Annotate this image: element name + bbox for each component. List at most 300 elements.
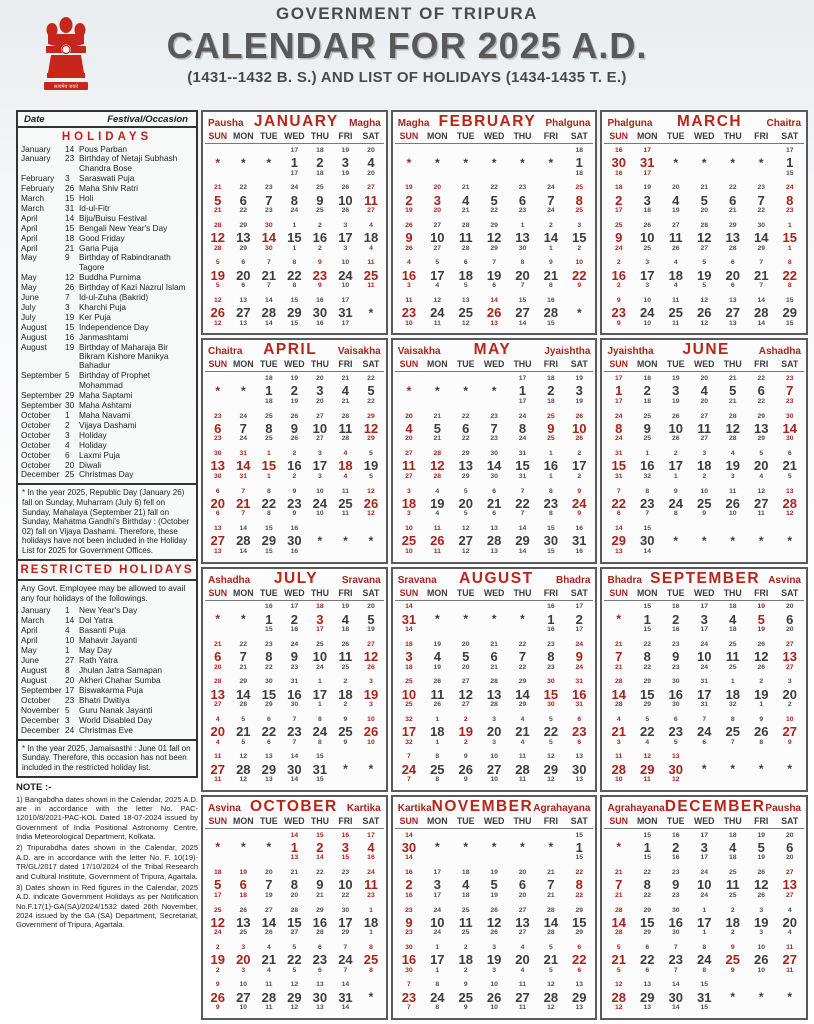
gregorian-date: 22	[572, 267, 587, 283]
gregorian-date: 19	[754, 686, 769, 702]
gregorian-date: 9	[547, 420, 555, 436]
tripurabdha-date: 17	[575, 626, 584, 634]
date-cell	[480, 750, 508, 787]
bangabdha-date: 12	[547, 753, 555, 761]
date-cell	[358, 904, 384, 941]
bengali-month-right: Vaisakha	[337, 346, 381, 358]
bangabdha-date: 20	[671, 184, 680, 192]
weekday-label-sun: SUN	[609, 815, 628, 826]
tripurabdha-date: 30	[547, 701, 555, 709]
date-cell	[633, 829, 662, 866]
date-cell	[690, 181, 719, 218]
week-row	[205, 941, 384, 978]
tripurabdha-date: 7	[241, 510, 246, 518]
gregorian-date: 9	[672, 649, 680, 665]
date-cell	[480, 181, 508, 218]
date-cell	[604, 979, 633, 1016]
bangabdha-date: 30	[785, 412, 794, 420]
date-cell	[775, 447, 804, 484]
gregorian-date: 29	[287, 305, 302, 321]
date-cell	[508, 675, 536, 712]
bangabdha-date: 24	[518, 412, 527, 420]
holiday-name: Id-ul-Fitr	[79, 202, 110, 213]
date-cell	[565, 904, 593, 941]
holiday-row	[21, 174, 193, 183]
tripurabdha-date: 20	[785, 626, 794, 634]
bangabdha-date: 9	[318, 259, 322, 267]
bangabdha-date: 19	[433, 640, 442, 648]
date-cell	[452, 750, 480, 787]
week-row	[604, 601, 804, 638]
holiday-row	[21, 224, 193, 233]
empty-cell	[423, 372, 451, 409]
date-cell	[333, 447, 359, 484]
gregorian-date: 20	[236, 952, 251, 968]
gregorian-date: 1	[265, 383, 273, 399]
tripurabdha-date: 15	[575, 854, 584, 862]
week-row	[395, 941, 594, 978]
bangabdha-date: 17	[433, 869, 442, 877]
gregorian-date: 18	[458, 952, 473, 968]
gregorian-date: 6	[239, 192, 247, 208]
asterisk-mark: *	[673, 533, 679, 548]
tripurabdha-date: 23	[213, 435, 222, 443]
date-cell	[775, 866, 804, 903]
bangabdha-date: 1	[266, 450, 271, 458]
date-cell	[661, 485, 690, 522]
gregorian-date: 27	[515, 989, 530, 1005]
tripurabdha-date: 12	[367, 510, 375, 518]
asterisk-mark: *	[616, 840, 622, 855]
holiday-month: September	[21, 370, 62, 381]
date-cell	[633, 979, 662, 1016]
gregorian-date: 4	[367, 155, 375, 171]
holiday-day: 15	[65, 192, 75, 203]
bangabdha-date: 27	[671, 221, 680, 229]
bangabdha-date: 15	[316, 753, 324, 761]
holiday-month: October	[21, 695, 51, 706]
date-cell	[508, 979, 536, 1016]
tripurabdha-date: 8	[673, 510, 678, 518]
week-row	[395, 294, 594, 331]
gregorian-date: 23	[312, 952, 328, 968]
tripurabdha-date: 16	[405, 891, 413, 899]
bangabdha-date: 13	[213, 524, 222, 532]
month-name: AUGUST	[459, 569, 534, 587]
gregorian-date: 23	[611, 305, 626, 321]
date-cell	[358, 866, 384, 903]
bangabdha-date: 27	[433, 221, 442, 229]
gregorian-date: 7	[757, 192, 765, 208]
asterisk-mark: *	[240, 840, 246, 855]
tripurabdha-date: 19	[433, 663, 442, 671]
bangabdha-date: 13	[671, 753, 680, 761]
tripurabdha-date: 23	[405, 929, 413, 937]
bangabdha-date: 23	[490, 412, 498, 420]
gregorian-date: 14	[486, 458, 502, 474]
tripurabdha-date: 13	[290, 854, 299, 862]
bangabdha-date: 14	[757, 296, 766, 304]
date-cell	[747, 447, 776, 484]
gregorian-date: 28	[515, 761, 530, 777]
bangabdha-date: 12	[433, 296, 442, 304]
bangabdha-date: 15	[316, 831, 324, 839]
gregorian-date: 25	[401, 533, 417, 549]
tripurabdha-date: 22	[575, 891, 584, 899]
week-row	[395, 256, 594, 293]
bangabdha-date: 7	[520, 487, 525, 495]
tripurabdha-date: 6	[492, 510, 496, 518]
tripurabdha-date: 19	[265, 891, 273, 899]
tripurabdha-date: 5	[369, 472, 373, 480]
week-row	[604, 941, 804, 978]
empty-cell	[775, 750, 804, 787]
date-cell	[565, 372, 593, 409]
tripurabdha-date: 11	[265, 1004, 273, 1012]
gregorian-date: 22	[515, 495, 530, 511]
gregorian-date: 12	[363, 420, 379, 436]
weekday-label-tue: TUE	[260, 815, 278, 826]
gregorian-date: 2	[290, 611, 298, 627]
tripurabdha-date: 5	[215, 282, 220, 290]
holiday-day: 6	[65, 449, 70, 460]
gregorian-date: 15	[261, 458, 277, 474]
date-cell	[604, 941, 633, 978]
gregorian-date: 22	[543, 724, 559, 740]
tripurabdha-date: 17	[433, 891, 442, 899]
asterisk-mark: *	[434, 155, 440, 170]
bengali-month-left: Ashadha	[208, 574, 251, 586]
date-cell	[205, 219, 231, 256]
bangabdha-date: 4	[616, 715, 621, 723]
holiday-name: Rath Yatra	[79, 655, 118, 666]
holiday-day: 8	[65, 665, 70, 676]
gregorian-date: 6	[786, 611, 794, 627]
month-panel-january	[201, 110, 388, 335]
date-cell	[508, 713, 536, 750]
date-cell	[661, 904, 690, 941]
tripurabdha-date: 9	[463, 1004, 468, 1012]
month-panel-april	[201, 338, 388, 563]
asterisk-mark: *	[240, 155, 246, 170]
bangabdha-date: 18	[575, 146, 584, 154]
gregorian-date: 29	[515, 533, 530, 549]
holiday-row	[21, 441, 193, 450]
tripurabdha-date: 22	[757, 207, 766, 215]
week-row	[395, 750, 594, 787]
asterisk-mark: *	[463, 155, 469, 170]
tripurabdha-date: 19	[757, 626, 766, 634]
gregorian-date: 25	[458, 989, 473, 1005]
tripurabdha-date: 16	[547, 626, 555, 634]
holiday-row	[21, 333, 193, 342]
bangabdha-date: 22	[643, 869, 651, 877]
weekday-label-wed: WED	[693, 587, 715, 598]
tripurabdha-date: 3	[492, 966, 496, 974]
tripurabdha-date: 18	[341, 626, 350, 634]
date-cell	[231, 181, 257, 218]
date-cell	[480, 522, 508, 559]
gregorian-date: 17	[430, 952, 445, 968]
tripurabdha-date: 5	[673, 738, 678, 746]
bangabdha-date: 10	[341, 259, 350, 267]
gregorian-date: 19	[210, 267, 225, 283]
weekday-label-sat: SAT	[570, 131, 588, 141]
tripurabdha-date: 25	[728, 663, 737, 671]
holiday-name: Laxmi Puja	[79, 449, 121, 460]
tripurabdha-date: 27	[367, 207, 375, 215]
weekday-label-tue: TUE	[666, 815, 685, 826]
date-cell	[358, 829, 384, 866]
tripurabdha-date: 6	[318, 966, 322, 974]
bengali-month-left: Vaisakha	[397, 346, 441, 358]
gregorian-date: 8	[290, 192, 298, 208]
gregorian-date: 17	[312, 458, 328, 474]
bangabdha-date: 1	[730, 678, 735, 686]
gregorian-date: 31	[696, 989, 712, 1005]
bangabdha-date: 8	[645, 487, 650, 495]
bangabdha-date: 20	[785, 831, 794, 839]
date-cell	[205, 675, 231, 712]
tripurabdha-date: 2	[343, 701, 348, 709]
tripurabdha-date: 5	[787, 472, 792, 480]
gregorian-date: 10	[696, 877, 712, 893]
tripurabdha-date: 4	[266, 966, 271, 974]
date-cell	[256, 181, 282, 218]
tripurabdha-date: 21	[341, 397, 350, 405]
tripurabdha-date: 20	[700, 397, 708, 405]
date-cell	[358, 713, 384, 750]
gregorian-date: 10	[639, 230, 655, 246]
tripurabdha-date: 4	[787, 929, 792, 937]
tripurabdha-date: 21	[433, 435, 442, 443]
date-cell	[231, 447, 257, 484]
month-panel-february	[391, 110, 598, 335]
gregorian-date: 21	[782, 458, 797, 474]
date-cell	[565, 601, 593, 638]
gregorian-date: 6	[462, 420, 470, 436]
gregorian-date: 28	[543, 305, 559, 321]
bengali-month-right: Jyaishtha	[544, 346, 591, 358]
gregorian-date: 6	[786, 839, 794, 855]
bangabdha-date: 11	[518, 753, 527, 761]
gregorian-date: 30	[611, 155, 626, 171]
weekday-label-fri: FRI	[338, 587, 353, 598]
holiday-month: August	[21, 341, 47, 352]
tripurabdha-date: 30	[671, 701, 680, 709]
gregorian-date: 15	[515, 458, 530, 474]
bangabdha-date: 9	[292, 487, 297, 495]
weekday-label-sat: SAT	[781, 359, 799, 370]
gregorian-date: 3	[341, 155, 350, 171]
emblem-of-india-icon	[40, 16, 92, 96]
bangabdha-date: 26	[757, 869, 766, 877]
bangabdha-date: 22	[575, 869, 584, 877]
bangabdha-date: 6	[463, 259, 468, 267]
tripurabdha-date: 25	[239, 929, 248, 937]
empty-cell	[231, 829, 257, 866]
gregorian-date: 27	[515, 305, 530, 321]
date-cell	[775, 294, 804, 331]
bangabdha-date: 4	[673, 259, 678, 267]
gregorian-date: 25	[668, 305, 683, 321]
tripurabdha-date: 29	[490, 244, 498, 252]
tripurabdha-date: 18	[239, 891, 248, 899]
tripurabdha-date: 9	[318, 282, 322, 290]
empty-cell	[690, 750, 719, 787]
restricted-holidays-intro: Any Govt. Employee may be allowed to avail any four holidays of the followings.	[21, 582, 186, 603]
holiday-name: Kharchi Puja	[79, 301, 127, 312]
gregorian-date: 7	[239, 649, 247, 665]
tripurabdha-date: 8	[435, 1004, 440, 1012]
bangabdha-date: 14	[405, 603, 413, 611]
bangabdha-date: 3	[343, 221, 348, 229]
date-cell	[256, 256, 282, 293]
date-cell	[604, 410, 633, 447]
gregorian-date: 13	[725, 230, 740, 246]
weekday-label-sat: SAT	[781, 131, 799, 141]
date-cell	[333, 485, 359, 522]
holiday-day: 1	[65, 605, 70, 616]
bengali-month-left: Pausha	[208, 118, 244, 129]
date-cell	[231, 675, 257, 712]
bangabdha-date: 7	[673, 944, 678, 952]
gregorian-date: 29	[782, 305, 797, 321]
tripurabdha-date: 17	[316, 626, 324, 634]
gregorian-date: 4	[341, 383, 350, 399]
weekday-label-sat: SAT	[362, 359, 380, 370]
bangabdha-date: 22	[728, 184, 737, 192]
bangabdha-date: 5	[702, 259, 707, 267]
date-cell	[661, 219, 690, 256]
bangabdha-date: 16	[547, 603, 555, 611]
tripurabdha-date: 7	[759, 282, 764, 290]
date-cell	[333, 601, 359, 638]
tripurabdha-date: 28	[239, 701, 248, 709]
date-cell	[775, 601, 804, 638]
date-cell	[690, 219, 719, 256]
tripurabdha-date: 23	[518, 207, 527, 215]
gregorian-date: 19	[486, 952, 502, 968]
holiday-name: May Day	[79, 645, 112, 656]
date-cell	[508, 256, 536, 293]
tripurabdha-date: 10	[239, 1004, 248, 1012]
date-cell	[452, 904, 480, 941]
asterisk-mark: *	[758, 990, 764, 1005]
asterisk-mark: *	[343, 533, 348, 548]
tripurabdha-date: 30	[290, 701, 299, 709]
date-cell	[775, 181, 804, 218]
empty-cell	[423, 144, 451, 181]
week-row	[395, 601, 594, 638]
gregorian-date: 8	[290, 877, 298, 893]
holiday-row	[21, 283, 193, 292]
gregorian-date: 4	[433, 649, 441, 665]
gregorian-date: 27	[725, 305, 740, 321]
holiday-day: 14	[65, 212, 75, 223]
bangabdha-date: 5	[215, 259, 220, 267]
tripurabdha-date: 6	[645, 966, 650, 974]
tripurabdha-date: 29	[643, 701, 651, 709]
tripurabdha-date: 16	[671, 854, 680, 862]
date-cell	[690, 904, 719, 941]
date-cell	[537, 219, 565, 256]
bangabdha-date: 27	[367, 184, 375, 192]
bangabdha-date: 7	[292, 715, 297, 723]
gregorian-date: 11	[338, 649, 353, 665]
asterisk-mark: *	[463, 383, 469, 398]
bengali-month-right: Phalguna	[545, 118, 591, 129]
bangabdha-date: 11	[518, 981, 527, 989]
bangabdha-date: 19	[757, 831, 766, 839]
holiday-name: Holiday	[79, 429, 107, 440]
date-cell	[690, 601, 719, 638]
holiday-month: March	[21, 192, 45, 203]
date-cell	[205, 256, 231, 293]
gregorian-date: 15	[639, 914, 655, 930]
tripurabdha-date: 3	[730, 472, 735, 480]
bangabdha-date: 2	[463, 944, 468, 952]
date-cell	[775, 904, 804, 941]
tripurabdha-date: 9	[463, 776, 468, 784]
weekday-label-mon: MON	[233, 131, 254, 141]
bangabdha-date: 20	[405, 412, 413, 420]
tripurabdha-date: 29	[757, 244, 766, 252]
gregorian-date: 21	[236, 724, 251, 740]
week-row	[205, 675, 384, 712]
bangabdha-date: 2	[730, 906, 735, 914]
date-cell	[604, 256, 633, 293]
tripurabdha-date: 19	[757, 854, 766, 862]
tripurabdha-date: 16	[575, 547, 584, 555]
date-cell	[231, 941, 257, 978]
bangabdha-date: 18	[316, 603, 324, 611]
gregorian-date: 26	[754, 724, 769, 740]
bengali-month-left: Magha	[397, 118, 430, 129]
holiday-name: Dol Yatra	[79, 615, 113, 626]
month-name: MAY	[473, 341, 512, 359]
date-cell	[604, 713, 633, 750]
bengali-month-left: Phalguna	[607, 118, 653, 129]
gregorian-date: 18	[430, 724, 445, 740]
tripurabdha-date: 13	[490, 319, 498, 327]
gregorian-date: 14	[515, 686, 530, 702]
bangabdha-date: 3	[407, 487, 411, 495]
tripurabdha-date: 28	[316, 929, 324, 937]
gregorian-date: 18	[401, 495, 417, 511]
tripurabdha-date: 3	[407, 510, 411, 518]
weekday-label-fri: FRI	[754, 359, 769, 370]
tripurabdha-date: 10	[316, 510, 324, 518]
gregorian-date: 12	[210, 914, 225, 930]
tripurabdha-date: 19	[341, 169, 350, 177]
date-cell	[307, 256, 333, 293]
asterisk-mark: *	[368, 990, 374, 1005]
date-cell	[423, 294, 451, 331]
weeks-block	[604, 144, 804, 331]
tripurabdha-date: 9	[577, 510, 582, 518]
bangabdha-date: 2	[548, 221, 553, 229]
bangabdha-date: 21	[614, 869, 623, 877]
gregorian-date: 23	[572, 724, 587, 740]
bangabdha-date: 9	[463, 753, 468, 761]
weekday-row	[205, 588, 384, 601]
date-cell	[480, 675, 508, 712]
date-cell	[205, 410, 231, 447]
tripurabdha-date: 28	[547, 929, 555, 937]
month-name: JULY	[273, 569, 319, 587]
bangabdha-date: 3	[645, 259, 650, 267]
